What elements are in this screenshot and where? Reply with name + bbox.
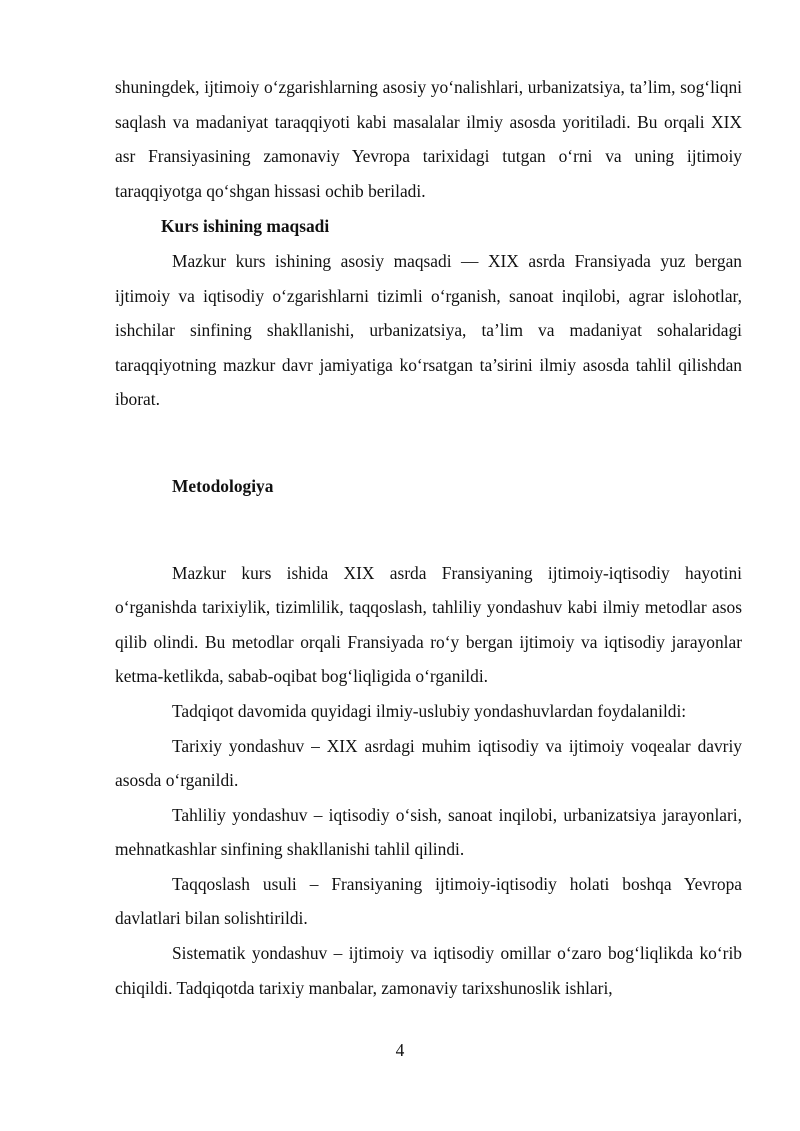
section-heading-goal: Kurs ishining maqsadi (161, 216, 330, 237)
methodology-paragraph: Tadqiqot davomida quyidagi ilmiy-uslubiy yondashuvlardan foydalanildi: (172, 700, 687, 721)
intro-paragraph: shuningdek, ijtimoiy o‘zgarishlarning asosiy yo‘nalishlari, urbanizatsiya, ta’lim, sog‘liqni saqlash va madaniyat taraqqiyoti kabi masalalar ilmiy asosda yoritiladi. Bu orqali XIX asr Fransiyasining zamonaviy Yevropa tarixidagi tutgan o‘rni va uning ijtimoiy taraqqiyotga qo‘shgan hissasi ochib beriladi. (115, 77, 742, 201)
methodology-paragraph: Sistematik yondashuv – ijtimoiy va iqtisodiy omillar o‘zaro bog‘liqlikda ko‘rib chiqildi. Tadqiqotda tarixiy manbalar, zamonaviy tarixshunoslik ishlari, (115, 943, 742, 998)
section-heading-methodology: Metodologiya (172, 475, 274, 496)
page-number: 4 (395, 1040, 405, 1060)
methodology-paragraph: Tarixiy yondashuv – XIX asrdagi muhim iqtisodiy va ijtimoiy voqealar davriy asosda o‘rganildi. (115, 735, 742, 791)
methodology-paragraph: Taqqoslash usuli – Fransiyaning ijtimoiy-iqtisodiy holati boshqa Yevropa davlatlari bilan solishtirildi. (115, 873, 742, 929)
document-page (115, 70, 742, 1005)
goal-paragraph: Mazkur kurs ishining asosiy maqsadi — XIX asrda Fransiyada yuz bergan ijtimoiy va iqtisodiy o‘zgarishlarni tizimli o‘rganish, sanoat inqilobi, agrar islohotlar, ishchilar sinfining shakllanishi, urbanizatsiya, ta’lim va madaniyat sohalaridagi taraqqiyotning mazkur davr jamiyatiga ko‘rsatgan ta’sirini ilmiy asosda tahlil qilishdan iborat. (115, 250, 742, 410)
methodology-paragraph: Tahliliy yondashuv – iqtisodiy o‘sish, sanoat inqilobi, urbanizatsiya jarayonlari, mehnatkashlar sinfining shakllanishi tahlil qilindi. (115, 804, 742, 860)
methodology-paragraph: Mazkur kurs ishida XIX asrda Fransiyaning ijtimoiy-iqtisodiy hayotini o‘rganishda tarixiylik, tizimlilik, taqqoslash, tahliliy yondashuv kabi ilmiy metodlar asos qilib olindi. Bu metodlar orqali Fransiyada ro‘y bergan ijtimoiy va iqtisodiy jarayonlar ketma-ketlikda, sabab-oqibat bog‘liqligida o‘rganildi. (115, 562, 742, 687)
